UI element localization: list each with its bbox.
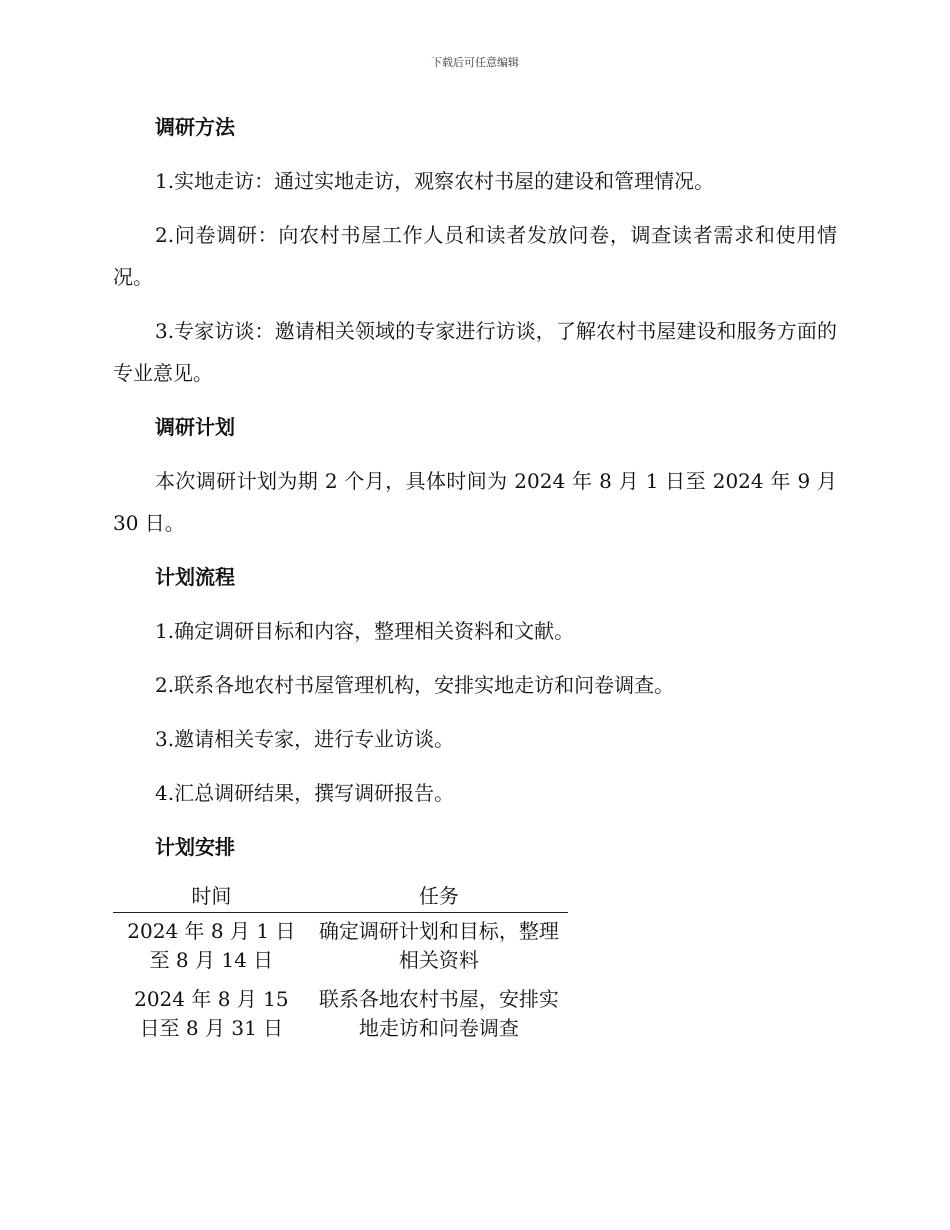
table-cell-time: 2024 年 8 月 1 日至 8 月 14 日 xyxy=(127,919,296,972)
page-header: 下载后可任意编辑 xyxy=(431,56,519,69)
method-item-3: 3.专家访谈：邀请相关领域的专家进行访谈，了解农村书屋建设和服务方面的专业意见。 xyxy=(113,319,837,385)
table-cell-task: 联系各地农村书屋，安排实地走访和问卷调查 xyxy=(318,987,559,1040)
table-header-task: 任务 xyxy=(310,880,568,913)
process-item-2: 2.联系各地农村书屋管理机构，安排实地走访和问卷调查。 xyxy=(155,673,675,697)
table-row xyxy=(113,913,568,982)
method-item-2: 2.问卷调研：向农村书屋工作人员和读者发放问卷，调查读者需求和使用情况。 xyxy=(113,223,837,289)
process-item-1: 1.确定调研目标和内容，整理相关资料和文献。 xyxy=(155,619,575,643)
method-item-1: 1.实地走访：通过实地走访，观察农村书屋的建设和管理情况。 xyxy=(155,169,715,193)
table-header-time: 时间 xyxy=(113,880,310,913)
section-title-schedule: 计划安排 xyxy=(155,835,235,859)
section-title-plan: 调研计划 xyxy=(155,415,235,439)
schedule-table xyxy=(113,880,568,1049)
table-header-row xyxy=(113,880,568,913)
section-title-process: 计划流程 xyxy=(155,565,235,589)
process-item-4: 4.汇总调研结果，撰写调研报告。 xyxy=(155,781,455,805)
table-row xyxy=(113,981,568,1049)
process-item-3: 3.邀请相关专家，进行专业访谈。 xyxy=(155,727,455,751)
document-body xyxy=(113,106,837,1049)
section-title-method: 调研方法 xyxy=(155,115,235,139)
table-cell-time: 2024 年 8 月 15 日至 8 月 31 日 xyxy=(134,987,289,1040)
plan-description: 本次调研计划为期 2 个月，具体时间为 2024 年 8 月 1 日至 2024 年 9 月 30 日。 xyxy=(113,469,837,535)
table-cell-task: 确定调研计划和目标，整理相关资料 xyxy=(318,919,559,972)
